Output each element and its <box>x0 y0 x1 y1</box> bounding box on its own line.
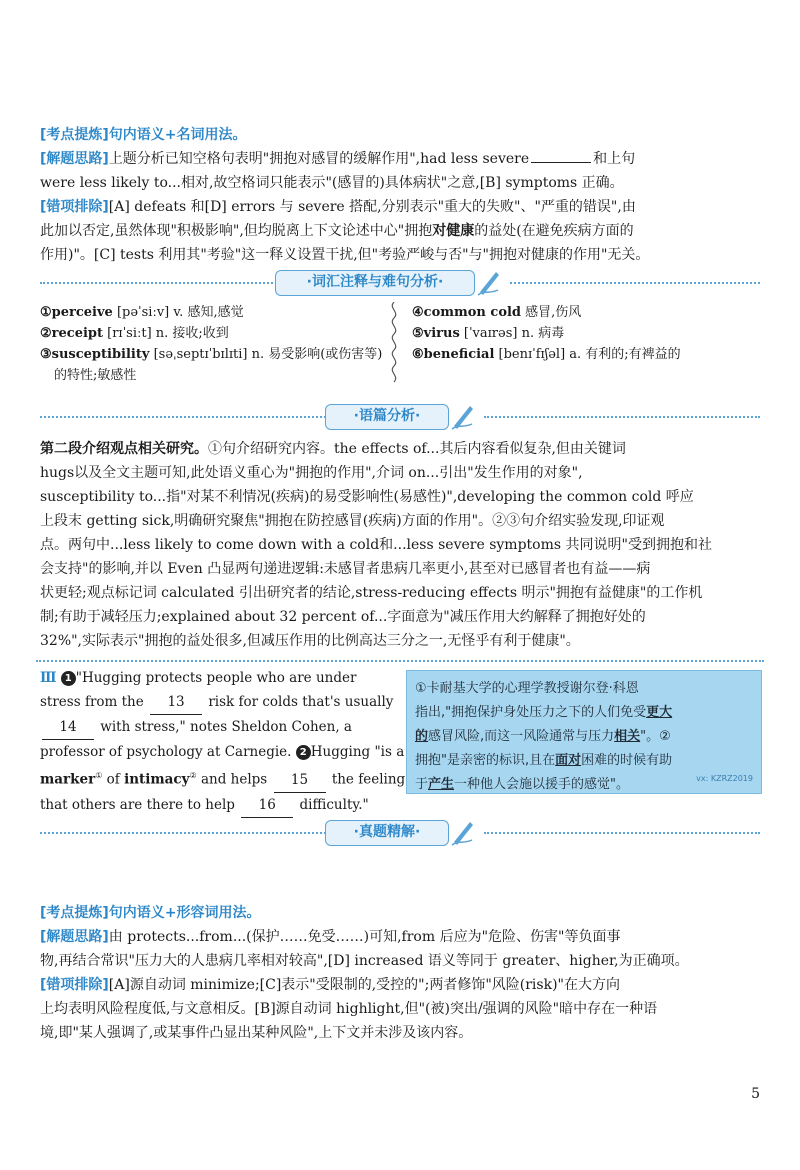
translation-box <box>406 670 762 794</box>
kaodian-tag: [考点提炼] <box>40 905 109 921</box>
passage-word: intimacy <box>124 771 190 788</box>
translation-text: 拥抱"是亲密的标识,且在 <box>415 753 556 768</box>
cuoxiang-text: 的益处(在避免疾病方面的 <box>474 223 634 239</box>
passage-excerpt <box>36 660 764 813</box>
cuoxiang-text: 此加以否定,虽然体现"积极影响",但均脱离上下文论述中心"拥抱 <box>40 223 433 239</box>
q13-kaodian <box>40 902 760 924</box>
passage-text: Hugging "is a <box>310 744 405 760</box>
translation-key: 面对 <box>555 753 582 768</box>
cuoxiang-tag: [错项排除] <box>40 199 109 215</box>
cuoxiang-bold: 对健康 <box>432 223 475 239</box>
vocab-entry <box>40 344 385 365</box>
passage-text: that others are there to help <box>40 796 235 813</box>
vocab-entry <box>412 302 762 323</box>
passage-text: stress from the <box>40 694 144 710</box>
vocab-word: ①perceive <box>40 305 113 320</box>
translation-text: "。② <box>640 729 671 744</box>
analysis-line: hugs以及全文主题可知,此处语义重心为"拥抱的作用",介词 on...引出"发生作用的对象", <box>40 465 583 481</box>
vocab-def: 感冒,伤风 <box>521 305 582 320</box>
vocab-entry <box>40 302 385 323</box>
analysis-line: 制;有助于减轻压力;explained about 32 percent of...字面意为"减压作用大约解释了拥抱好处的 <box>40 609 646 625</box>
passage-text: "Hugging protects people who are under <box>75 670 357 686</box>
q12-jieti-line-1 <box>40 148 760 170</box>
kaodian-tag: [考点提炼] <box>40 127 109 143</box>
vocab-def: [rɪˈsiːt] n. 接收;收到 <box>103 326 229 341</box>
pen-icon <box>450 818 476 846</box>
q12-jieti-line-2: were less likely to...相对,故空格词只能表示"(感冒的)具体病状"之意,[B] symptoms 正确。 <box>40 175 624 191</box>
vocab-entry <box>412 323 762 344</box>
translation-text: 感冒风险,而这一风险通常与压力 <box>428 729 615 744</box>
passage-text: of <box>106 771 120 788</box>
paragraph-number: Ⅲ <box>40 670 57 686</box>
divider <box>484 416 760 418</box>
analysis-line: 点。两句中...less likely to come down with a cold和...less severe symptoms 共同说明"受到拥抱和社 <box>40 537 712 553</box>
watermark: vx: KZRZ2019 <box>696 774 753 783</box>
vocab-word: ③susceptibility <box>40 347 150 362</box>
vocab-entry <box>412 344 762 365</box>
q13-jieti-line-2: 物,再结合常识"压力大的人患病几率相对较高",[D] increased 语义等同于 greater、higher,为正确项。 <box>40 953 689 969</box>
vocab-def: [benɪˈfɪʃəl] a. 有利的;有裨益的 <box>494 347 681 362</box>
vocab-entry <box>40 365 385 386</box>
divider <box>40 832 330 834</box>
translation-text: ①卡耐基大学的心理学教授谢尔登·科恩 <box>415 681 639 696</box>
blank-16[interactable]: 16 <box>241 793 293 818</box>
cuoxiang-text: [A] defeats 和[D] errors 与 severe 搭配,分别表示"重大的失败"、"严重的错误",由 <box>108 199 636 215</box>
cuoxiang-text: [A]源自动词 minimize;[C]表示"受限制的,受控的";两者修饰"风险(risk)"在大方向 <box>108 977 620 993</box>
kaodian-text: 句内语义+形容词用法。 <box>108 905 261 921</box>
vocab-def: [səˌseptɪˈbɪlɪti] n. 易受影响(或伤害等) <box>149 347 383 362</box>
blank-15[interactable]: 15 <box>274 768 326 793</box>
analysis-text: ①句介绍研究内容。the effects of...其后内容看似复杂,但由关键词 <box>208 441 626 457</box>
passage-english <box>40 666 406 818</box>
kaodian-text: 句内语义+名词用法。 <box>108 127 247 143</box>
blank-13[interactable]: 13 <box>150 690 202 715</box>
translation-text: 于 <box>415 777 429 792</box>
translation-text: 困难的时候有助 <box>581 753 673 768</box>
translation-key: 的 <box>415 729 429 744</box>
jieti-text: 由 protects...from...(保护……免受……)可知,from 后应为"危险、伤害"等负面事 <box>108 929 621 945</box>
answer-blank <box>531 162 591 163</box>
sentence-marker: 2 <box>296 745 311 760</box>
pen-icon <box>450 402 476 430</box>
passage-word: marker <box>40 771 96 788</box>
vocab-entry <box>40 323 385 344</box>
jieti-tag: [解题思路] <box>40 151 109 167</box>
analysis-line: 会支持"的影响,并以 Even 凸显两句递进逻辑:未感冒者患病几率更小,甚至对已感冒者也有益——病 <box>40 561 651 577</box>
passage-text: with stress," notes Sheldon Cohen, a <box>100 719 352 735</box>
pen-icon <box>476 268 502 296</box>
translation-key: 相关 <box>614 729 641 744</box>
answers-section-title: ·真题精解· <box>325 820 449 846</box>
passage-text: the feeling <box>331 771 406 788</box>
analysis-lead: 第二段介绍观点相关研究。 <box>40 441 208 457</box>
passage-text: professor of psychology at Carnegie. <box>40 744 292 760</box>
q13-jieti-line-1 <box>40 926 760 948</box>
analysis-line: 上段末 getting sick,明确研究聚焦"拥抱在防控感冒(疾病)方面的作用"。②③句介绍实验发现,印证观 <box>40 513 665 529</box>
vocab-section-title: ·词汇注释与难句分析· <box>275 270 475 296</box>
answers-section-header <box>0 818 800 848</box>
vocab-def: [pəˈsiːv] v. 感知,感觉 <box>112 305 244 320</box>
footnote-marker: ② <box>189 771 197 780</box>
q12-cuoxiang-line-1 <box>40 196 760 218</box>
page-number: 5 <box>751 1086 760 1102</box>
divider <box>40 416 330 418</box>
passage-text: risk for colds that's usually <box>208 694 394 710</box>
translation-text: 一种他人会施以援手的感觉"。 <box>454 777 630 792</box>
jieti-tag: [解题思路] <box>40 929 109 945</box>
footnote-marker: ① <box>95 771 103 780</box>
q13-cuoxiang-line-3: 境,即"某人强调了,或某事件凸显出某种风险",上下文并未涉及该内容。 <box>40 1025 473 1041</box>
analysis-line: 状更轻;观点标记词 calculated 引出研究者的结论,stress-reducing effects 明示"拥抱有益健康"的工作机 <box>40 585 703 601</box>
vocab-word: ④common cold <box>412 305 522 320</box>
jieti-text: 上题分析已知空格句表明"拥抱对感冒的缓解作用",had less severe <box>108 151 530 167</box>
q12-cuoxiang-line-2 <box>40 220 760 242</box>
vocab-def: [ˈvaɪrəs] n. 病毒 <box>459 326 565 341</box>
analysis-section-title: ·语篇分析· <box>325 404 449 430</box>
divider <box>510 282 760 284</box>
blank-14[interactable]: 14 <box>42 715 94 740</box>
q13-cuoxiang-line-2: 上均表明风险程度低,与文意相反。[B]源自动词 highlight,但"(被)突出/强调的风险"暗中存在一种语 <box>40 1001 658 1017</box>
jieti-text: 和上句 <box>593 151 636 167</box>
analysis-section-header <box>0 402 800 432</box>
vocab-left-column <box>40 302 385 386</box>
q12-cuoxiang-line-3: 作用)"。[C] tests 利用其"考验"这一释义设置干扰,但"考验严峻与否"与"拥抱对健康的作用"无关。 <box>40 247 650 263</box>
divider <box>484 832 760 834</box>
translation-text: 指出,"拥抱保护身处压力之下的人们免受 <box>415 705 647 720</box>
vocab-def: 的特性;敏感性 <box>54 368 137 383</box>
sentence-marker: 1 <box>61 671 76 686</box>
cuoxiang-tag: [错项排除] <box>40 977 109 993</box>
analysis-line: susceptibility to...指"对某不利情况(疾病)的易受影响性(易感性)",developing the common cold 呼应 <box>40 489 694 505</box>
vocab-right-column <box>412 302 762 365</box>
translation-key: 更大 <box>646 705 673 720</box>
translation-key: 产生 <box>428 777 455 792</box>
vocab-section-header <box>0 268 800 298</box>
analysis-line <box>40 438 760 460</box>
q12-kaodian <box>40 124 760 146</box>
chain-divider <box>388 302 400 386</box>
vocab-word: ⑥beneficial <box>412 347 495 362</box>
analysis-line: 32%",实际表示"拥抱的益处很多,但减压作用的比例高达三分之一,无怪乎有利于健康"。 <box>40 633 580 649</box>
vocab-word: ⑤virus <box>412 326 460 341</box>
passage-text: difficulty." <box>299 796 369 813</box>
passage-text: and helps <box>200 771 268 788</box>
vocab-word: ②receipt <box>40 326 103 341</box>
q13-cuoxiang-line-1 <box>40 974 760 996</box>
